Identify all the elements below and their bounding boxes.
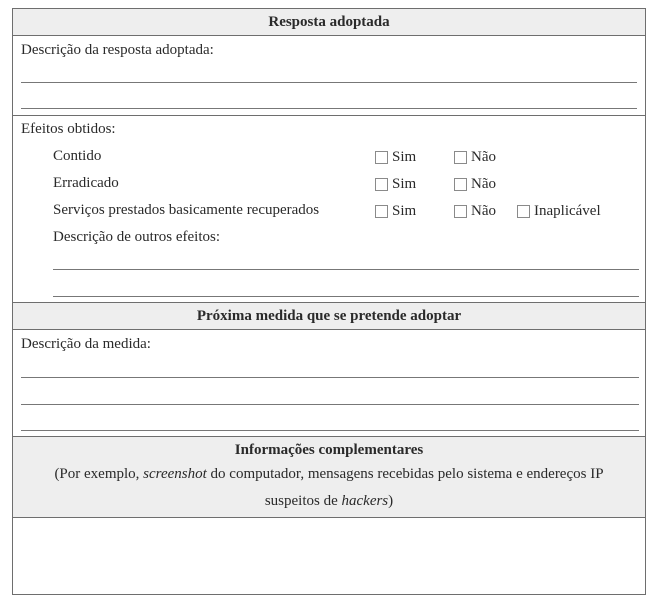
checkbox-icon[interactable] bbox=[375, 205, 388, 218]
divider bbox=[13, 115, 645, 116]
effects-label: Efeitos obtidos: bbox=[21, 121, 116, 137]
row-label-erradicado: Erradicado bbox=[53, 175, 119, 191]
complementary-info-area[interactable] bbox=[13, 518, 645, 594]
description-line-1[interactable] bbox=[21, 82, 637, 83]
row-label-contido: Contido bbox=[53, 148, 102, 164]
checkbox-erradicado-sim[interactable] bbox=[375, 176, 416, 193]
desc-text: ) bbox=[388, 493, 394, 509]
measure-description-label: Descrição da medida: bbox=[21, 336, 151, 352]
section-header-resposta-adoptada bbox=[13, 9, 645, 36]
desc-text: (Por exemplo, bbox=[54, 466, 144, 482]
section-title: Informações complementares bbox=[234, 442, 424, 458]
other-effects-label: Descrição de outros efeitos: bbox=[53, 229, 221, 245]
option-label: Sim bbox=[392, 149, 417, 165]
desc-text: suspeitos de bbox=[264, 493, 342, 509]
checkbox-icon[interactable] bbox=[375, 151, 388, 164]
other-effects-line-2[interactable] bbox=[53, 296, 639, 297]
description-line-2[interactable] bbox=[21, 108, 637, 109]
section-description bbox=[13, 461, 645, 515]
desc-italic: hackers bbox=[341, 493, 389, 509]
option-label: Sim bbox=[392, 203, 417, 219]
checkbox-erradicado-nao[interactable] bbox=[454, 176, 496, 193]
desc-italic: screenshot bbox=[143, 466, 207, 482]
checkbox-icon[interactable] bbox=[375, 178, 388, 191]
section-title: Próxima medida que se pretende adoptar bbox=[196, 308, 462, 324]
option-label: Inaplicável bbox=[534, 203, 601, 219]
checkbox-servicos-nao[interactable] bbox=[454, 203, 496, 220]
measure-line-2[interactable] bbox=[21, 404, 639, 405]
checkbox-contido-sim[interactable] bbox=[375, 149, 416, 166]
checkbox-icon[interactable] bbox=[454, 178, 467, 191]
section-header-proxima-medida bbox=[13, 302, 645, 330]
option-label: Não bbox=[471, 176, 496, 192]
section-header-informacoes bbox=[13, 436, 645, 518]
checkbox-icon[interactable] bbox=[454, 205, 467, 218]
option-label: Não bbox=[471, 203, 496, 219]
other-effects-line-1[interactable] bbox=[53, 269, 639, 270]
checkbox-servicos-inaplicavel[interactable] bbox=[517, 203, 601, 220]
desc-text: do computador, mensagens recebidas pelo sistema e endereços IP bbox=[206, 466, 604, 482]
description-label: Descrição da resposta adoptada: bbox=[21, 42, 214, 58]
measure-line-3[interactable] bbox=[21, 430, 639, 431]
section-title: Resposta adoptada bbox=[268, 14, 390, 30]
checkbox-icon[interactable] bbox=[454, 151, 467, 164]
row-label-servicos: Serviços prestados basicamente recuperados bbox=[53, 202, 320, 218]
response-form bbox=[12, 8, 646, 595]
checkbox-icon[interactable] bbox=[517, 205, 530, 218]
option-label: Não bbox=[471, 149, 496, 165]
option-label: Sim bbox=[392, 176, 417, 192]
measure-line-1[interactable] bbox=[21, 377, 639, 378]
checkbox-contido-nao[interactable] bbox=[454, 149, 496, 166]
checkbox-servicos-sim[interactable] bbox=[375, 203, 416, 220]
